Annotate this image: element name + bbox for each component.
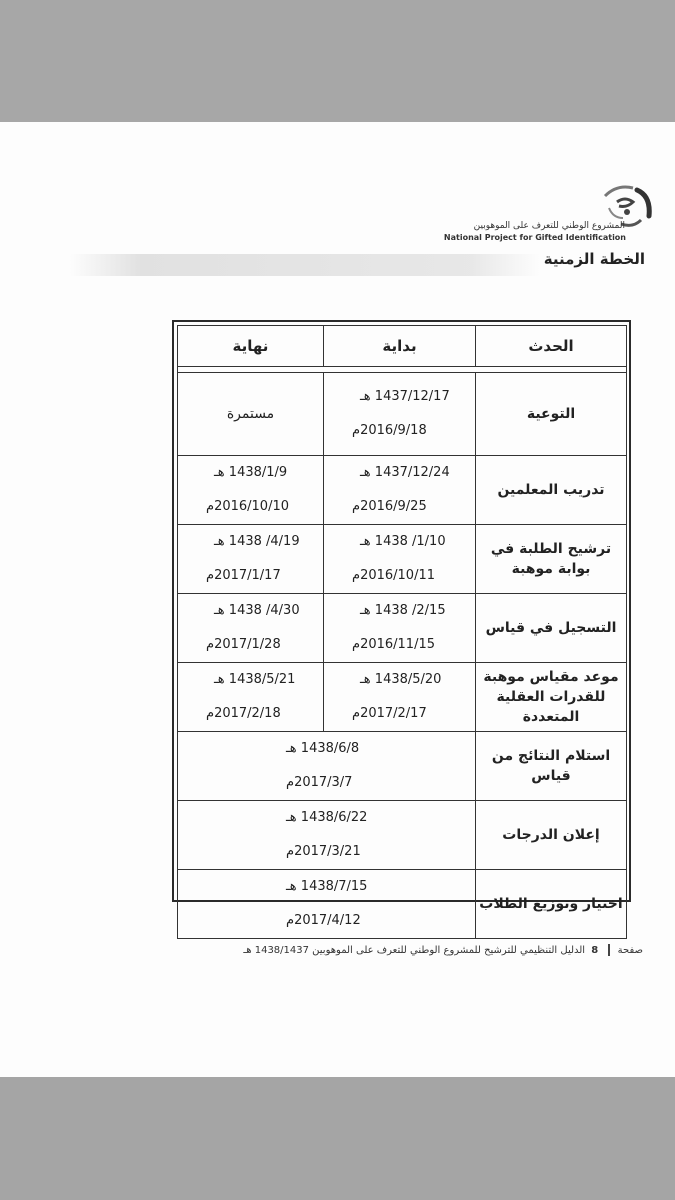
event-cell: التوعية xyxy=(476,373,627,456)
date-hijri: 1438/6/22 هـ xyxy=(286,810,368,825)
table-row xyxy=(178,373,627,456)
event-cell: ترشيح الطلبة في بوابة موهبة xyxy=(476,525,627,594)
date-cell xyxy=(178,870,476,939)
scan-smudge xyxy=(70,254,540,276)
table-row xyxy=(178,870,627,939)
timeline-table xyxy=(177,325,627,939)
header-end: نهاية xyxy=(178,326,324,367)
date-cell xyxy=(178,801,476,870)
event-cell: التسجيل في قياس xyxy=(476,594,627,663)
document-page xyxy=(0,122,675,1077)
footer-page-word: صفحة xyxy=(617,945,643,956)
start-gregorian: 2016/10/11م xyxy=(352,568,435,583)
end-hijri: 1438/1/9 هـ xyxy=(214,465,288,480)
start-cell xyxy=(324,373,476,456)
start-hijri: 1437/12/24 هـ xyxy=(360,465,450,480)
footer-text: الدليل التنظيمي للترشيح للمشروع الوطني للتعرف على الموهوبين 1438/1437 هـ xyxy=(243,945,586,956)
header-row xyxy=(178,326,627,367)
start-gregorian: 2017/2/17م xyxy=(352,706,427,721)
table-row xyxy=(178,594,627,663)
end-gregorian: 2017/1/28م xyxy=(206,637,281,652)
start-hijri: 1437/12/17 هـ xyxy=(360,389,450,404)
footer-page-number: 8 xyxy=(591,945,599,956)
end-gregorian: 2017/1/17م xyxy=(206,568,281,583)
logo-arabic-text: المشروع الوطني للتعرف على الموهوبين xyxy=(473,221,625,231)
end-gregorian: 2017/2/18م xyxy=(206,706,281,721)
table-row xyxy=(178,732,627,801)
date-hijri: 1438/6/8 هـ xyxy=(286,741,360,756)
end-cell xyxy=(178,663,324,732)
logo-english-text: National Project for Gifted Identification xyxy=(443,233,626,242)
page-footer xyxy=(243,944,643,956)
footer-separator xyxy=(608,944,610,956)
header-event: الحدث xyxy=(476,326,627,367)
start-cell xyxy=(324,456,476,525)
start-cell xyxy=(324,525,476,594)
start-gregorian: 2016/9/25م xyxy=(352,499,427,514)
date-hijri: 1438/7/15 هـ xyxy=(286,879,368,894)
start-hijri: 1/10/ 1438 هـ xyxy=(360,534,446,549)
end-hijri: 1438/5/21 هـ xyxy=(214,672,296,687)
end-cell xyxy=(178,525,324,594)
start-cell xyxy=(324,594,476,663)
event-cell: تدريب المعلمين xyxy=(476,456,627,525)
start-hijri: 1438/5/20 هـ xyxy=(360,672,442,687)
end-hijri: 4/19/ 1438 هـ xyxy=(214,534,300,549)
table-row xyxy=(178,801,627,870)
start-cell xyxy=(324,663,476,732)
event-cell: اختيار وتوزيع الطلاب xyxy=(476,870,627,939)
date-gregorian: 2017/3/7م xyxy=(286,775,353,790)
table-row xyxy=(178,456,627,525)
event-cell: موعد مقياس موهبة للقدرات العقلية المتعددة xyxy=(476,663,627,732)
start-gregorian: 2016/9/18م xyxy=(352,423,427,438)
end-hijri: 4/30/ 1438 هـ xyxy=(214,603,300,618)
start-hijri: 2/15/ 1438 هـ xyxy=(360,603,446,618)
end-cell xyxy=(178,594,324,663)
date-gregorian: 2017/4/12م xyxy=(286,913,361,928)
date-gregorian: 2017/3/21م xyxy=(286,844,361,859)
date-cell xyxy=(178,732,476,801)
top-gray-band xyxy=(0,0,675,122)
end-cell: مستمرة xyxy=(178,373,324,456)
table-row xyxy=(178,663,627,732)
end-cell xyxy=(178,456,324,525)
bottom-gray-band xyxy=(0,1077,675,1200)
event-cell: إعلان الدرجات xyxy=(476,801,627,870)
header-start: بداية xyxy=(324,326,476,367)
end-gregorian: 2016/10/10م xyxy=(206,499,289,514)
page-title: الخطة الزمنية xyxy=(543,250,645,268)
event-cell: استلام النتائج من قياس xyxy=(476,732,627,801)
start-gregorian: 2016/11/15م xyxy=(352,637,435,652)
table-row xyxy=(178,525,627,594)
